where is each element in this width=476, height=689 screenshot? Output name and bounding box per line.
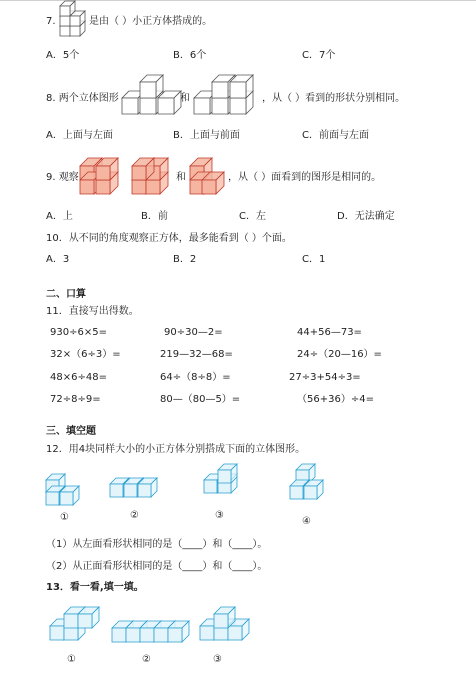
q9-option-d: D．无法确定 xyxy=(337,211,395,222)
cube-face xyxy=(96,180,110,194)
calc-r2-c3: 24÷（20—16）= xyxy=(297,349,382,360)
cube-face xyxy=(60,26,70,36)
cube-face xyxy=(112,628,126,642)
cube-face xyxy=(194,98,210,114)
q9-option-b: B．前 xyxy=(141,211,168,222)
cube-face xyxy=(146,180,160,194)
q8-option-b: B．上面与前面 xyxy=(173,130,240,141)
q12-figure-1 xyxy=(44,466,88,510)
cube-face xyxy=(154,628,168,642)
cube-face xyxy=(126,628,140,642)
q12-stem: 12．用4块同样大小的小正方体分别搭成下面的立体图形。 xyxy=(46,444,306,455)
q12-figure-3 xyxy=(202,468,248,506)
cube-face xyxy=(230,82,246,98)
q8-figure-1 xyxy=(118,72,180,118)
cube-face xyxy=(124,484,137,497)
q10-stem: 10．从不同的角度观察正方体，最多能看到（ ）个面。 xyxy=(46,233,292,244)
q9-figure-3 xyxy=(186,150,226,200)
q7-stem: 是由（ ）小正方体搭成的。 xyxy=(89,16,213,27)
calc-r3-c3: 27÷3+54÷3= xyxy=(289,372,361,383)
q13-figure-2 xyxy=(110,618,190,652)
q13-stem: 13．看一看,填一填。 xyxy=(46,582,144,593)
q10-option-b: B．2 xyxy=(173,254,197,265)
cube-face xyxy=(46,492,59,505)
calc-r4-c2: 80—（80—5）= xyxy=(160,394,241,405)
q10-option-c: C．1 xyxy=(302,254,326,265)
q13-label-2: ② xyxy=(142,654,151,665)
q8-option-a: A．上面与左面 xyxy=(46,130,113,141)
q9-figure-1 xyxy=(76,150,126,200)
cube-face xyxy=(64,614,78,628)
cube-face xyxy=(60,6,70,16)
q12-fill-1: （1）从左面看形状相同的是（____）和（____）。 xyxy=(46,539,268,550)
calc-r3-c2: 64÷（8÷8）= xyxy=(160,372,231,383)
q7-option-a: A．5个 xyxy=(46,50,80,61)
calc-r4-c3: （56+36）÷4= xyxy=(297,394,374,405)
q8-stem-start: 8. 两个立体图形 xyxy=(46,93,119,104)
q7-cube-figure xyxy=(58,2,86,40)
calc-r1-c3: 44+56—73= xyxy=(297,327,362,338)
cube-face xyxy=(122,98,138,114)
q9-stem-start: 9. 观察 xyxy=(46,172,79,183)
calc-r1-c2: 90÷30—2= xyxy=(164,327,223,338)
cube-face xyxy=(200,626,214,640)
q11-stem: 11．直接写出得数。 xyxy=(46,306,139,317)
cube-face xyxy=(132,166,146,180)
calc-r2-c2: 219—32—68= xyxy=(160,349,233,360)
q12-fill-2: （2）从正面看形状相同的是（____）和（____）。 xyxy=(46,561,268,572)
cube-face xyxy=(140,82,156,98)
cube-face xyxy=(214,614,228,628)
q7-option-c: C．7个 xyxy=(302,50,336,61)
cube-face xyxy=(230,98,246,114)
cube-face xyxy=(168,628,182,642)
calc-r4-c1: 72÷8÷9= xyxy=(50,394,101,405)
q9-and: 和 xyxy=(176,172,186,183)
cube-face xyxy=(304,486,317,499)
q12-label-3: ③ xyxy=(215,510,224,521)
calc-r2-c1: 32×（6÷3）= xyxy=(50,349,121,360)
q8-figure-2 xyxy=(190,72,260,118)
q9-stem-end: ，从（ ）面看到的图形是相同的。 xyxy=(228,172,382,183)
cube-face xyxy=(228,626,242,640)
cube-face xyxy=(80,180,94,194)
cube-face xyxy=(96,166,110,180)
cube-face xyxy=(158,98,174,114)
q9-option-a: A．上 xyxy=(46,211,73,222)
q7-option-b: B．6个 xyxy=(173,50,207,61)
q12-label-4: ④ xyxy=(302,516,311,527)
cube-face xyxy=(140,98,156,114)
cube-face xyxy=(78,614,92,628)
q13-label-3: ③ xyxy=(213,654,222,665)
cube-face xyxy=(218,470,231,483)
q12-label-1: ① xyxy=(60,512,69,523)
q9-figure-2 xyxy=(130,150,176,200)
section-3-title: 三、填空题 xyxy=(46,426,96,437)
cube-face xyxy=(140,628,154,642)
cube-face xyxy=(70,26,80,36)
cube-face xyxy=(204,480,217,493)
section-2-title: 二、口算 xyxy=(46,289,86,300)
cube-face xyxy=(290,486,303,499)
cube-face xyxy=(70,16,80,26)
q13-figure-1 xyxy=(46,608,104,652)
calc-r1-c1: 930÷6×5= xyxy=(50,327,107,338)
q7-number: 7. xyxy=(46,16,56,27)
q12-figure-2 xyxy=(108,474,168,504)
q12-label-2: ② xyxy=(130,510,139,521)
q10-option-a: A．3 xyxy=(46,254,70,265)
q13-figure-3 xyxy=(198,608,260,652)
cube-face xyxy=(60,492,73,505)
cube-face xyxy=(212,82,228,98)
cube-face xyxy=(212,98,228,114)
cube-face xyxy=(110,484,123,497)
q8-stem-end: ，从（ ）看到的形状分别相同。 xyxy=(262,93,406,104)
cube-face xyxy=(132,180,146,194)
q12-figure-4 xyxy=(288,462,332,514)
q8-and: 和 xyxy=(180,93,190,104)
cube-face xyxy=(202,180,216,194)
q8-option-c: C．前面与左面 xyxy=(302,130,369,141)
q9-option-c: C．左 xyxy=(239,211,266,222)
cube-face xyxy=(60,16,70,26)
calc-r3-c1: 48×6÷48= xyxy=(50,372,107,383)
q13-label-1: ① xyxy=(67,654,76,665)
cube-face xyxy=(138,484,151,497)
cube-face xyxy=(50,626,64,640)
